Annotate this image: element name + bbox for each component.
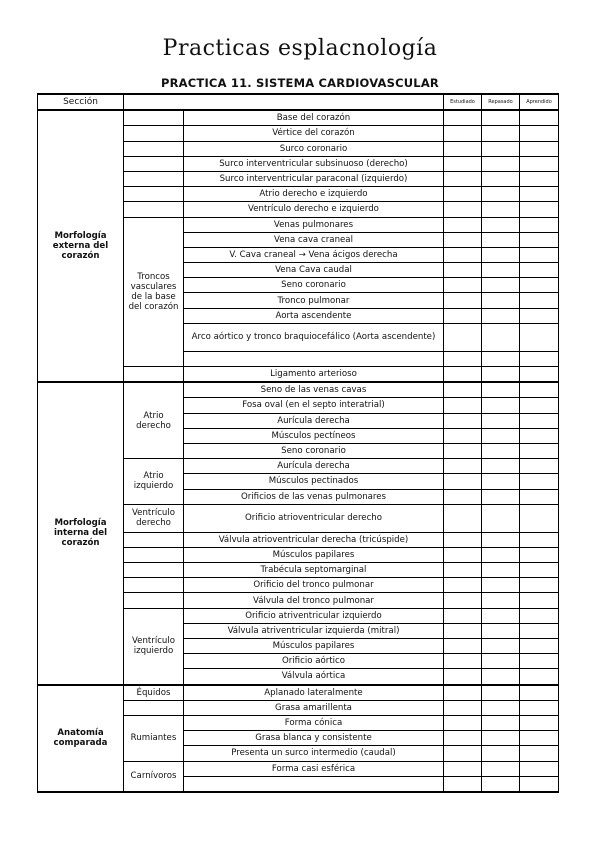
check-estudiado[interactable]	[444, 443, 482, 458]
item: Orificio atriventricular izquierdo	[184, 608, 444, 623]
item: Grasa amarillenta	[184, 700, 444, 715]
check-repasado[interactable]	[482, 382, 520, 398]
check-repasado[interactable]	[482, 126, 520, 141]
check-estudiado[interactable]	[444, 187, 482, 202]
check-aprendido[interactable]	[520, 731, 559, 746]
check-aprendido[interactable]	[520, 761, 559, 776]
check-estudiado[interactable]	[444, 578, 482, 593]
check-aprendido[interactable]	[520, 623, 559, 638]
check-repasado[interactable]	[482, 171, 520, 186]
row-blank	[124, 202, 184, 217]
check-estudiado[interactable]	[444, 746, 482, 761]
item: Válvula del tronco pulmonar	[184, 593, 444, 608]
check-estudiado[interactable]	[444, 504, 482, 532]
check-estudiado[interactable]	[444, 685, 482, 701]
check-estudiado[interactable]	[444, 382, 482, 398]
check-aprendido[interactable]	[520, 715, 559, 730]
item: Aurícula derecha	[184, 413, 444, 428]
check-estudiado[interactable]	[444, 126, 482, 141]
check-aprendido[interactable]	[520, 323, 559, 351]
item: Tronco pulmonar	[184, 293, 444, 308]
row-blank	[124, 563, 184, 578]
item: Aorta ascendente	[184, 308, 444, 323]
check-repasado[interactable]	[482, 532, 520, 547]
row-blank	[124, 547, 184, 562]
check-aprendido[interactable]	[520, 443, 559, 458]
row-blank	[124, 187, 184, 202]
item: Vena Cava caudal	[184, 263, 444, 278]
check-estudiado[interactable]	[444, 351, 482, 366]
check-aprendido[interactable]	[520, 746, 559, 761]
check-estudiado[interactable]	[444, 654, 482, 669]
check-estudiado[interactable]	[444, 398, 482, 413]
item: Trabécula septomarginal	[184, 563, 444, 578]
item: Atrio derecho e izquierdo	[184, 187, 444, 202]
item: Fosa oval (en el septo interatrial)	[184, 398, 444, 413]
item: Músculos pectíneos	[184, 428, 444, 443]
item: Aurícula derecha	[184, 459, 444, 474]
check-estudiado[interactable]	[444, 232, 482, 247]
check-aprendido[interactable]	[520, 532, 559, 547]
check-repasado[interactable]	[482, 669, 520, 685]
check-aprendido[interactable]	[520, 489, 559, 504]
subsection-ventriculo-izquierdo: Ventrículo izquierdo	[124, 608, 184, 684]
subsection-rumiantes: Rumiantes	[124, 715, 184, 761]
check-aprendido[interactable]	[520, 202, 559, 217]
check-estudiado[interactable]	[444, 413, 482, 428]
section-morfologia-interna: Morfología interna del corazón	[38, 382, 124, 684]
check-estudiado[interactable]	[444, 623, 482, 638]
item: Músculos papilares	[184, 639, 444, 654]
check-repasado[interactable]	[482, 443, 520, 458]
item: Forma cónica	[184, 715, 444, 730]
item: Surco interventricular subsinuoso (derecho)	[184, 156, 444, 171]
item: Válvula aórtica	[184, 669, 444, 685]
check-repasado[interactable]	[482, 547, 520, 562]
check-repasado[interactable]	[482, 217, 520, 232]
check-estudiado[interactable]	[444, 761, 482, 776]
check-repasado[interactable]	[482, 398, 520, 413]
row-blank	[124, 532, 184, 547]
check-aprendido[interactable]	[520, 563, 559, 578]
check-aprendido[interactable]	[520, 247, 559, 262]
item: Ventrículo derecho e izquierdo	[184, 202, 444, 217]
subsection-ventriculo-derecho: Ventrículo derecho	[124, 504, 184, 532]
item: Válvula atrioventricular derecha (tricúspide)	[184, 532, 444, 547]
check-estudiado[interactable]	[444, 110, 482, 126]
table-row	[38, 110, 559, 126]
check-aprendido[interactable]	[520, 187, 559, 202]
check-repasado[interactable]	[482, 474, 520, 489]
page-subtitle: PRACTICA 11. SISTEMA CARDIOVASCULAR	[160, 76, 439, 90]
check-repasado[interactable]	[482, 156, 520, 171]
table-row	[38, 685, 559, 701]
check-aprendido[interactable]	[520, 578, 559, 593]
check-estudiado[interactable]	[444, 593, 482, 608]
check-aprendido[interactable]	[520, 413, 559, 428]
check-estudiado[interactable]	[444, 247, 482, 262]
check-aprendido[interactable]	[520, 639, 559, 654]
check-estudiado[interactable]	[444, 731, 482, 746]
check-estudiado[interactable]	[444, 489, 482, 504]
check-aprendido[interactable]	[520, 474, 559, 489]
row-blank	[124, 171, 184, 186]
check-repasado[interactable]	[482, 563, 520, 578]
item: Surco coronario	[184, 141, 444, 156]
check-estudiado[interactable]	[444, 263, 482, 278]
check-repasado[interactable]	[482, 232, 520, 247]
item: Orificio del tronco pulmonar	[184, 578, 444, 593]
item: Aplanado lateralmente	[184, 685, 444, 701]
item: Forma casi esférica	[184, 761, 444, 776]
check-repasado[interactable]	[482, 639, 520, 654]
check-repasado[interactable]	[482, 731, 520, 746]
check-estudiado[interactable]	[444, 293, 482, 308]
checklist-table	[37, 93, 559, 793]
check-aprendido[interactable]	[520, 110, 559, 126]
check-estudiado[interactable]	[444, 202, 482, 217]
check-repasado[interactable]	[482, 202, 520, 217]
item: Músculos papilares	[184, 547, 444, 562]
check-aprendido[interactable]	[520, 293, 559, 308]
check-repasado[interactable]	[482, 608, 520, 623]
header-blank	[124, 94, 444, 110]
check-aprendido[interactable]	[520, 382, 559, 398]
check-aprendido[interactable]	[520, 232, 559, 247]
check-repasado[interactable]	[482, 278, 520, 293]
check-repasado[interactable]	[482, 746, 520, 761]
item: Presenta un surco intermedio (caudal)	[184, 746, 444, 761]
check-repasado[interactable]	[482, 578, 520, 593]
check-aprendido[interactable]	[520, 669, 559, 685]
subsection-atrio-izquierdo: Atrio izquierdo	[124, 459, 184, 505]
check-estudiado[interactable]	[444, 669, 482, 685]
check-estudiado[interactable]	[444, 776, 482, 792]
check-repasado[interactable]	[482, 715, 520, 730]
check-aprendido[interactable]	[520, 776, 559, 792]
check-estudiado[interactable]	[444, 141, 482, 156]
check-repasado[interactable]	[482, 263, 520, 278]
check-estudiado[interactable]	[444, 474, 482, 489]
row-blank	[124, 593, 184, 608]
item: Músculos pectinados	[184, 474, 444, 489]
header-section: Sección	[38, 94, 124, 110]
item: Seno coronario	[184, 278, 444, 293]
item: Base del corazón	[184, 110, 444, 126]
check-aprendido[interactable]	[520, 217, 559, 232]
item: Surco interventricular paraconal (izquierdo)	[184, 171, 444, 186]
row-blank	[124, 110, 184, 126]
check-aprendido[interactable]	[520, 700, 559, 715]
header-aprendido: Aprendido	[520, 94, 559, 110]
check-repasado[interactable]	[482, 413, 520, 428]
check-aprendido[interactable]	[520, 593, 559, 608]
check-aprendido[interactable]	[520, 398, 559, 413]
check-repasado[interactable]	[482, 459, 520, 474]
check-estudiado[interactable]	[444, 367, 482, 383]
table-row	[38, 382, 559, 398]
check-repasado[interactable]	[482, 776, 520, 792]
check-aprendido[interactable]	[520, 278, 559, 293]
row-blank	[124, 578, 184, 593]
check-estudiado[interactable]	[444, 608, 482, 623]
item: Ligamento arterioso	[184, 367, 444, 383]
check-aprendido[interactable]	[520, 504, 559, 532]
check-aprendido[interactable]	[520, 263, 559, 278]
row-blank	[124, 156, 184, 171]
check-repasado[interactable]	[482, 247, 520, 262]
item: Orificio atrioventricular derecho	[184, 504, 444, 532]
check-estudiado[interactable]	[444, 715, 482, 730]
row-blank	[124, 141, 184, 156]
check-estudiado[interactable]	[444, 532, 482, 547]
check-aprendido[interactable]	[520, 547, 559, 562]
section-anatomia-comparada: Anatomía comparada	[38, 685, 124, 792]
check-estudiado[interactable]	[444, 323, 482, 351]
check-estudiado[interactable]	[444, 156, 482, 171]
check-estudiado[interactable]	[444, 547, 482, 562]
check-estudiado[interactable]	[444, 700, 482, 715]
check-aprendido[interactable]	[520, 459, 559, 474]
check-repasado[interactable]	[482, 489, 520, 504]
check-aprendido[interactable]	[520, 367, 559, 383]
item: Grasa blanca y consistente	[184, 731, 444, 746]
check-estudiado[interactable]	[444, 308, 482, 323]
check-aprendido[interactable]	[520, 428, 559, 443]
check-aprendido[interactable]	[520, 685, 559, 701]
check-repasado[interactable]	[482, 623, 520, 638]
item: Seno de las venas cavas	[184, 382, 444, 398]
check-aprendido[interactable]	[520, 171, 559, 186]
item: Arco aórtico y tronco braquiocefálico (Aorta ascendente)	[184, 323, 444, 351]
check-repasado[interactable]	[482, 700, 520, 715]
page-title: Practicas esplacnología	[162, 36, 438, 61]
check-repasado[interactable]	[482, 293, 520, 308]
item: Seno coronario	[184, 443, 444, 458]
subsection-equidos: Équidos	[124, 685, 184, 701]
subsection-atrio-derecho: Atrio derecho	[124, 382, 184, 458]
row-blank	[124, 367, 184, 383]
check-estudiado[interactable]	[444, 428, 482, 443]
item: Orificios de las venas pulmonares	[184, 489, 444, 504]
check-repasado[interactable]	[482, 761, 520, 776]
check-repasado[interactable]	[482, 308, 520, 323]
item: Vértice del corazón	[184, 126, 444, 141]
check-aprendido[interactable]	[520, 351, 559, 366]
check-repasado[interactable]	[482, 351, 520, 366]
check-repasado[interactable]	[482, 654, 520, 669]
subsection-carnivoros: Carnívoros	[124, 761, 184, 792]
check-estudiado[interactable]	[444, 278, 482, 293]
item: Venas pulmonares	[184, 217, 444, 232]
check-aprendido[interactable]	[520, 654, 559, 669]
row-blank	[124, 126, 184, 141]
section-morfologia-externa: Morfología externa del corazón	[38, 110, 124, 382]
check-repasado[interactable]	[482, 187, 520, 202]
check-repasado[interactable]	[482, 685, 520, 701]
check-aprendido[interactable]	[520, 156, 559, 171]
header-estudiado: Estudiado	[444, 94, 482, 110]
check-repasado[interactable]	[482, 593, 520, 608]
check-estudiado[interactable]	[444, 171, 482, 186]
item-blank	[184, 776, 444, 792]
check-repasado[interactable]	[482, 323, 520, 351]
check-aprendido[interactable]	[520, 126, 559, 141]
check-estudiado[interactable]	[444, 459, 482, 474]
check-repasado[interactable]	[482, 367, 520, 383]
check-repasado[interactable]	[482, 141, 520, 156]
check-repasado[interactable]	[482, 428, 520, 443]
check-estudiado[interactable]	[444, 563, 482, 578]
check-aprendido[interactable]	[520, 141, 559, 156]
check-aprendido[interactable]	[520, 608, 559, 623]
item: Vena cava craneal	[184, 232, 444, 247]
subsection-troncos: Troncos vasculares de la base del corazón	[124, 217, 184, 367]
item-blank	[184, 351, 444, 366]
check-aprendido[interactable]	[520, 308, 559, 323]
header-repasado: Repasado	[482, 94, 520, 110]
item: V. Cava craneal → Vena ácigos derecha	[184, 247, 444, 262]
table-header-row	[38, 94, 559, 110]
check-repasado[interactable]	[482, 110, 520, 126]
row-blank	[124, 700, 184, 715]
check-repasado[interactable]	[482, 504, 520, 532]
check-estudiado[interactable]	[444, 639, 482, 654]
item: Orificio aórtico	[184, 654, 444, 669]
item: Válvula atriventricular izquierda (mitral)	[184, 623, 444, 638]
check-estudiado[interactable]	[444, 217, 482, 232]
